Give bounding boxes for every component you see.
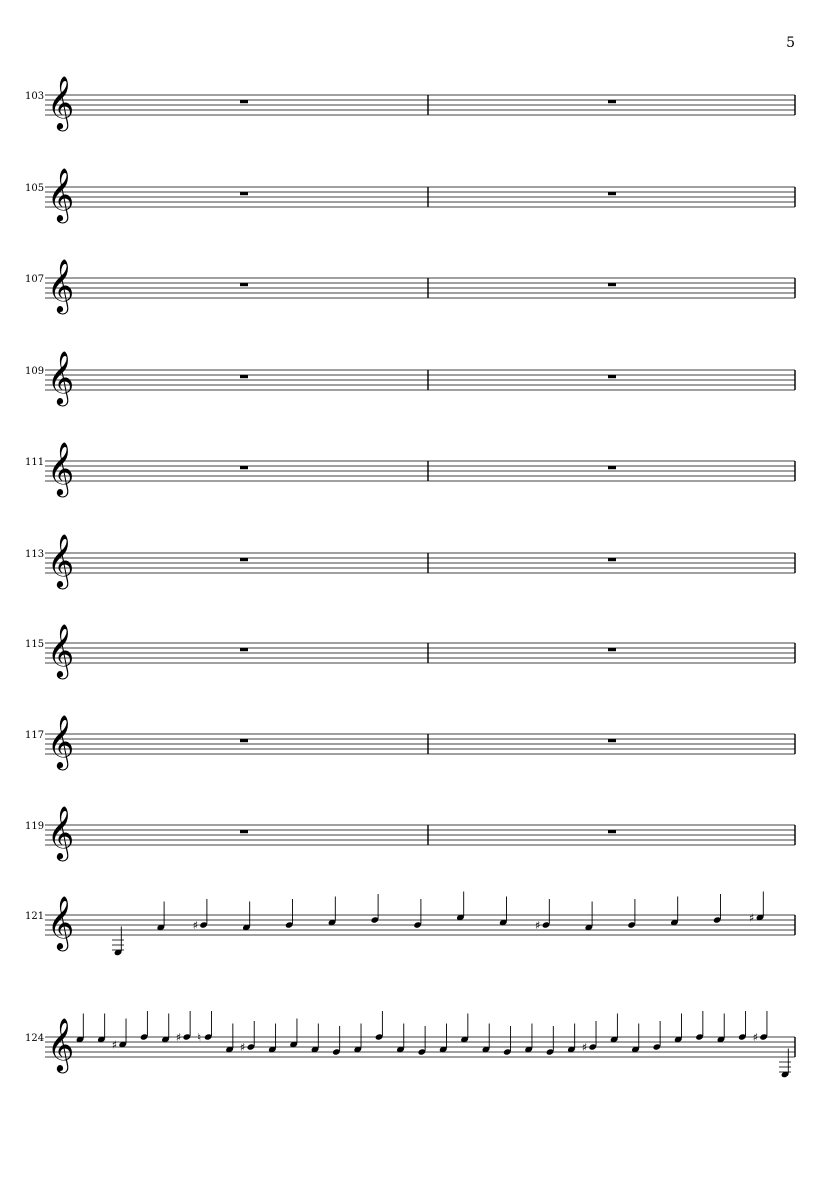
accidental-icon: ♯ <box>749 911 755 925</box>
treble-clef-icon: 𝄞 <box>47 258 75 312</box>
accidental-icon: ♯ <box>175 1031 182 1044</box>
whole-rest-icon <box>240 830 248 833</box>
whole-rest-icon <box>240 466 248 469</box>
accidental-icon: ♯ <box>111 1038 118 1052</box>
whole-rest-icon <box>240 283 248 286</box>
whole-rest-icon <box>608 830 616 833</box>
accidental-icon: ♯ <box>239 1041 246 1054</box>
accidental-icon: ♯ <box>581 1041 588 1054</box>
treble-clef-icon: 𝄞 <box>47 805 75 859</box>
whole-rest-icon <box>608 283 616 286</box>
whole-rest-icon <box>608 100 616 103</box>
whole-rest-icon <box>240 375 248 378</box>
systems <box>25 75 795 1078</box>
whole-rest-icon <box>608 558 616 561</box>
treble-clef-icon: 𝄞 <box>47 623 75 677</box>
staff-system <box>25 1011 795 1078</box>
staff-system <box>25 805 795 861</box>
accidental-icon: ♮ <box>197 1031 202 1044</box>
treble-clef-icon: 𝄞 <box>47 533 75 587</box>
whole-rest-icon <box>240 558 248 561</box>
staff-system <box>25 167 795 223</box>
treble-clef-icon: 𝄞 <box>47 350 75 404</box>
treble-clef-icon: 𝄞 <box>47 75 75 129</box>
page-number: 5 <box>786 35 795 51</box>
measure-number: 124 <box>25 1033 45 1044</box>
whole-rest-icon <box>608 648 616 651</box>
staff-system <box>25 623 795 679</box>
measure-number: 115 <box>25 639 45 650</box>
whole-rest-icon <box>608 466 616 469</box>
accidental-icon: ♯ <box>192 919 198 932</box>
accidental-icon: ♯ <box>752 1031 758 1044</box>
measure-number: 111 <box>25 457 45 468</box>
measure-number: 119 <box>25 821 45 832</box>
whole-rest-icon <box>608 192 616 195</box>
staff-system <box>25 533 795 589</box>
staff-system <box>25 258 795 314</box>
measure-number: 109 <box>25 366 45 377</box>
staff-system <box>25 441 795 497</box>
measure-number: 107 <box>25 274 45 285</box>
staff-system <box>25 350 795 406</box>
measure-number: 103 <box>25 91 45 102</box>
measure-number: 105 <box>25 183 45 194</box>
whole-rest-icon <box>240 100 248 103</box>
staff-system <box>25 892 795 957</box>
treble-clef-icon: 𝄞 <box>47 714 75 768</box>
measure-number: 117 <box>25 730 45 741</box>
whole-rest-icon <box>608 375 616 378</box>
whole-rest-icon <box>240 648 248 651</box>
accidental-icon: ♯ <box>535 919 541 932</box>
whole-rest-icon <box>608 739 616 742</box>
treble-clef-icon: 𝄞 <box>47 1017 75 1071</box>
measure-number: 121 <box>25 911 45 922</box>
measure-number: 113 <box>25 549 45 560</box>
treble-clef-icon: 𝄞 <box>47 167 75 221</box>
treble-clef-icon: 𝄞 <box>47 895 75 949</box>
staff-system <box>25 714 795 770</box>
staff-system <box>25 75 795 131</box>
treble-clef-icon: 𝄞 <box>47 441 75 495</box>
whole-rest-icon <box>240 739 248 742</box>
whole-rest-icon <box>240 192 248 195</box>
